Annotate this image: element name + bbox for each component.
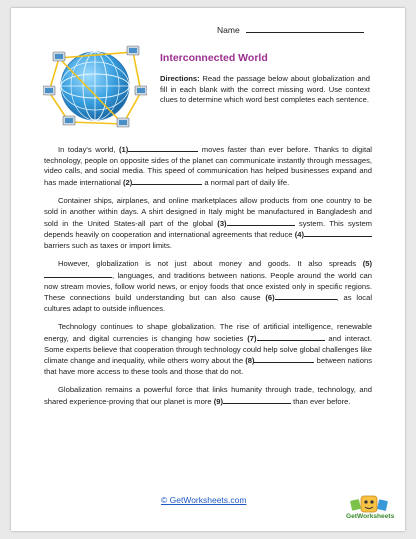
blank-number-9: (9): [213, 396, 223, 406]
directions-text: [160, 74, 370, 106]
blank-number-8: (8): [245, 356, 255, 366]
blank-5[interactable]: [44, 270, 112, 278]
name-label: Name: [217, 25, 240, 35]
name-blank-line[interactable]: [246, 32, 364, 33]
passage-text: , languages, and traditions between nations. People around the world can now stream movies, follow world news, or enjoy foods that once existed only in specific regions. These connections build understanding but can also cause: [44, 270, 372, 303]
blank-8[interactable]: [254, 355, 314, 363]
passage: [44, 144, 372, 415]
logo-text: GetWorksheets: [346, 513, 395, 520]
copyright-link[interactable]: © GetWorksheets.com: [161, 495, 247, 505]
blank-number-6: (6): [265, 293, 275, 303]
blank-number-3: (3): [217, 218, 227, 228]
passage-text: than ever before.: [290, 396, 351, 406]
network-globe-icon: [43, 40, 147, 128]
blank-2[interactable]: [132, 177, 202, 185]
passage-text: a normal part of daily life.: [202, 177, 290, 187]
passage-text: and interact. Some experts believe that cooperation through technology could help solve global challenges like climate change and inequality, while others worry about the: [44, 333, 373, 366]
paragraph-2: [44, 196, 372, 251]
paragraph-4: [44, 322, 372, 377]
blank-number-4: (4): [294, 230, 304, 240]
blank-number-2: (2): [122, 177, 133, 187]
passage-text: Globalization remains a powerful force that links humanity through trade, technology, and shared experience-proving that our planet is more: [44, 385, 372, 406]
directions-body: Read the passage below about globalization and fill in each blank with the correct missing word. Use context clues to determine which word best completes each sentence.: [160, 74, 370, 105]
blank-1[interactable]: [128, 144, 198, 152]
getworksheets-logo-icon: [337, 486, 401, 526]
blank-9[interactable]: [223, 396, 291, 404]
blank-number-5: (5): [362, 259, 372, 269]
directions-label: Directions:: [160, 74, 200, 83]
worksheet-title: Interconnected World: [160, 52, 268, 64]
blank-number-1: (1): [119, 145, 129, 154]
blank-4[interactable]: [304, 229, 372, 237]
passage-text: between nations that have more access to these tools and those that do not.: [44, 356, 372, 376]
passage-text: system. This system depends heavily on cooperation and international agreements that reduce: [44, 218, 373, 240]
passage-text: However, globalization is not just about money and goods. It also spreads: [58, 259, 363, 269]
blank-3[interactable]: [227, 218, 295, 226]
passage-text: barriers such as taxes or import limits.: [44, 240, 172, 250]
passage-text: Technology continues to shape globalization. The rise of artificial intelligence, renewable energy, and digital currencies is changing how societies: [44, 322, 372, 343]
paragraph-1: [44, 144, 372, 188]
paragraph-3: [44, 259, 372, 314]
name-field-row: [217, 25, 364, 35]
paragraph-5: [44, 385, 372, 407]
blank-number-7: (7): [247, 333, 257, 343]
passage-text: Container ships, airplanes, and online marketplaces allow products from one country to be sold in another within days. A shirt designed in Italy might be manufactured in Bangladesh and sold in the United States-all part of the global: [44, 196, 372, 228]
blank-7[interactable]: [257, 333, 325, 341]
passage-text: In today's world,: [58, 145, 119, 154]
passage-text: moves faster than ever before. Thanks to digital technology, people on opposite sides of the planet can communicate instantly through messages, video calls, and social media. This speed of communication has helped businesses expand and has made international: [44, 145, 372, 187]
blank-6[interactable]: [275, 292, 337, 300]
worksheet-page: [11, 8, 405, 531]
passage-text: , as local cultures adapt to outside influences.: [44, 293, 373, 313]
